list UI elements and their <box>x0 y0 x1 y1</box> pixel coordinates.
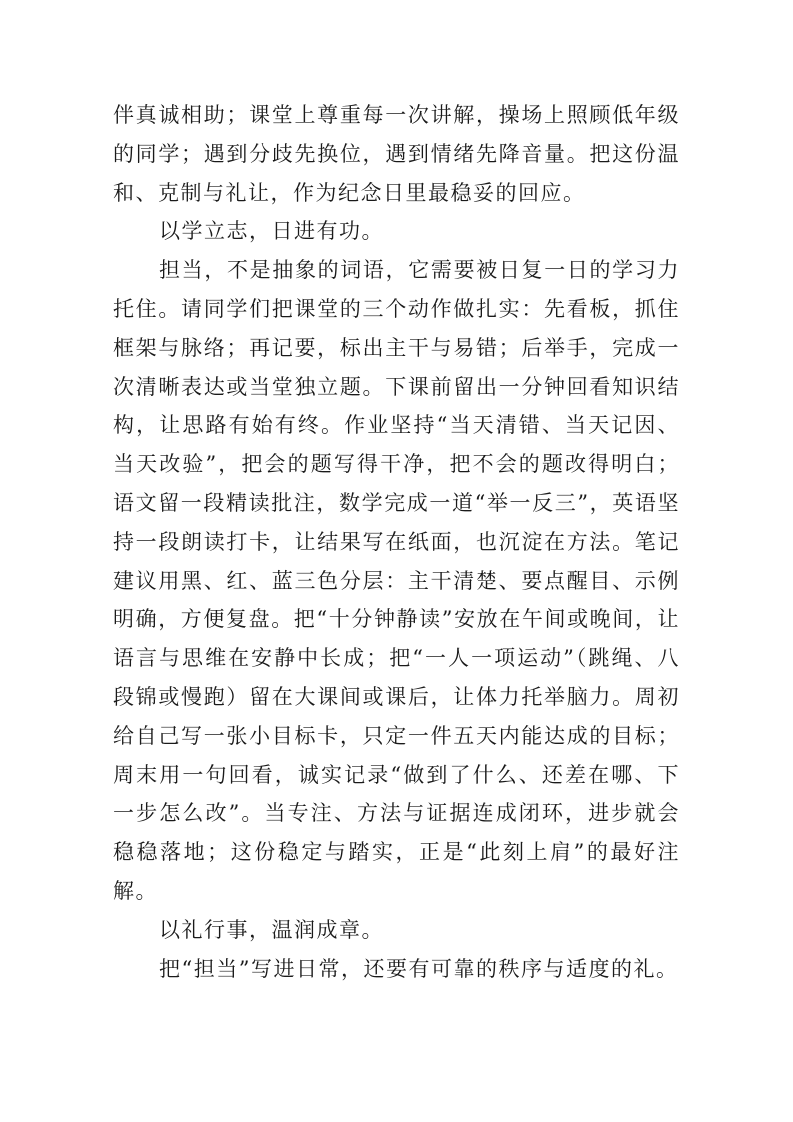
document-body <box>113 96 680 988</box>
section-heading-study: 以学立志，日进有功。 <box>159 219 384 244</box>
paragraph-continuation: 伴真诚相助；课堂上尊重每一次讲解，操场上照顾低年级的同学；遇到分歧先换位，遇到情绪先降音量。把这份温和、克制与礼让，作为纪念日里最稳妥的回应。 <box>113 103 680 205</box>
paragraph-order: 把“担当”写进日常，还要有可靠的秩序与适度的礼。 <box>159 956 679 981</box>
section-heading-courtesy: 以礼行事，温润成章。 <box>159 917 384 942</box>
paragraph-responsibility: 担当，不是抽象的词语，它需要被日复一日的学习力托住。请同学们把课堂的三个动作做扎实：先看板，抓住框架与脉络；再记要，标出主干与易错；后举手，完成一次清晰表达或当堂独立题。下课前留出一分钟回看知识结构，让思路有始有终。作业坚持“当天清错、当天记因、当天改验”，把会的题写得干净，把不会的题改得明白；语文留一段精读批注，数学完成一道“举一反三”，英语坚持一段朗读打卡，让结果写在纸面，也沉淀在方法。笔记建议用黑、红、蓝三色分层：主干清楚、要点醒目、示例明确，方便复盘。把“十分钟静读”安放在午间或晚间，让语言与思维在安静中长成；把“一人一项运动”（跳绳、八段锦或慢跑）留在大课间或课后，让体力托举脑力。周初给自己写一张小目标卡，只定一件五天内能达成的目标；周末用一句回看，诚实记录“做到了什么、还差在哪、下一步怎么改”。当专注、方法与证据连成闭环，进步就会稳稳落地；这份稳定与踏实，正是“此刻上肩”的最好注解。 <box>113 258 680 903</box>
